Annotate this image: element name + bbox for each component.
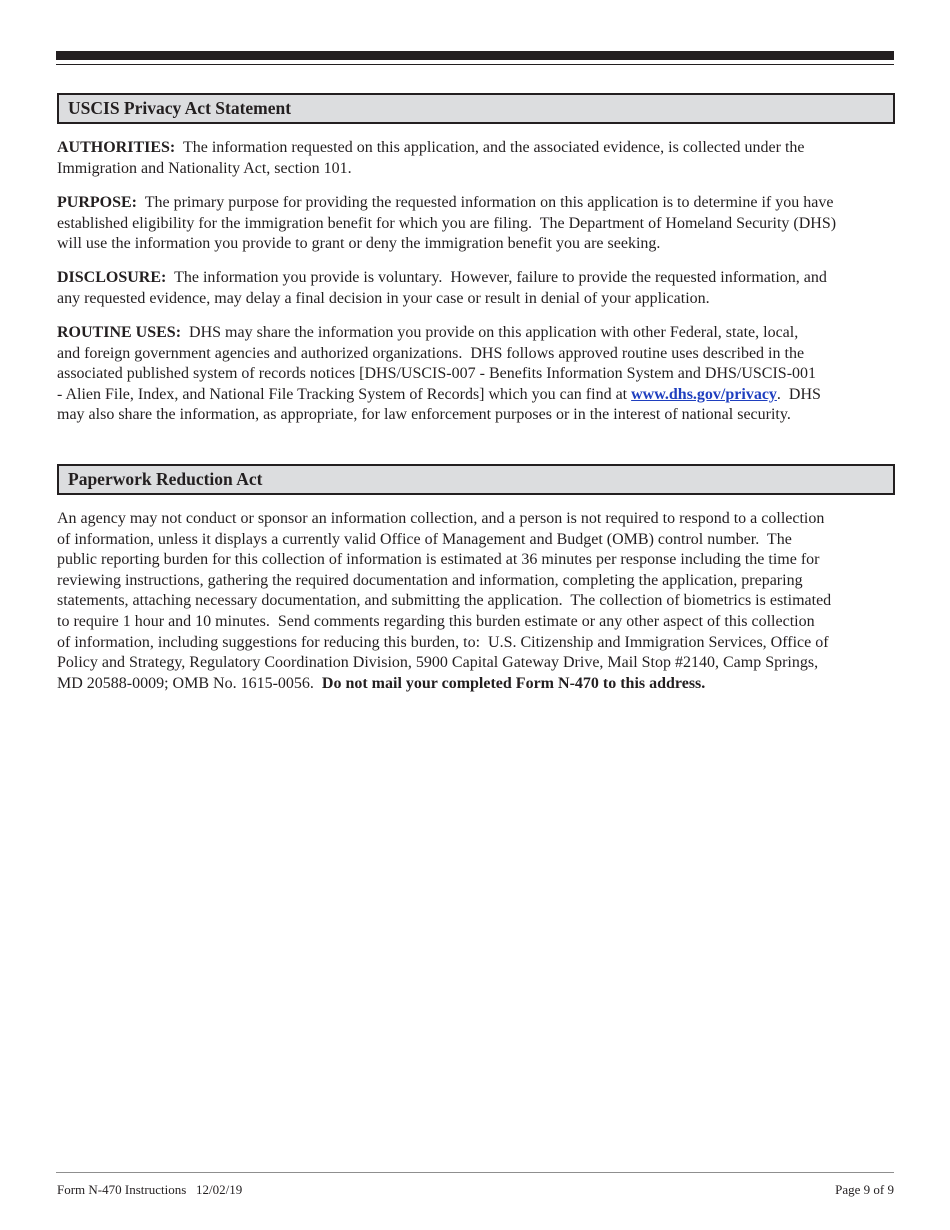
disclosure-text-line: The information you provide is voluntary. However, failure to provide the requested information, and [174, 269, 827, 286]
purpose-paragraph [57, 193, 893, 255]
header-rule-thin [56, 64, 894, 65]
paperwork-reduction-heading: Paperwork Reduction Act [57, 464, 895, 495]
paperwork-text-line: of information, including suggestions for reducing this burden, to: U.S. Citizenship and Immigration Services, Office of [57, 633, 829, 651]
paperwork-text-line: reviewing instructions, gathering the required documentation and information, completing the application, preparing [57, 571, 803, 589]
paperwork-mail-warning: Do not mail your completed Form N-470 to this address. [321, 674, 706, 692]
purpose-label: PURPOSE: [57, 194, 137, 211]
authorities-paragraph [57, 138, 893, 179]
routine-uses-text-line: DHS may share the information you provide on this application with other Federal, state, local, [189, 324, 799, 341]
purpose-text-line: established eligibility for the immigration benefit for which you are filing. The Department of Homeland Security (DHS) [57, 214, 837, 232]
purpose-text-line: will use the information you provide to grant or deny the immigration benefit you are seeking. [57, 235, 661, 253]
privacy-act-heading: USCIS Privacy Act Statement [57, 93, 895, 124]
authorities-text-line: The information requested on this application, and the associated evidence, is collected under the [182, 139, 805, 156]
disclosure-label: DISCLOSURE: [57, 269, 167, 286]
routine-uses-after-link: . DHS [776, 385, 821, 403]
header-rule-thick [56, 51, 894, 60]
routine-uses-text-line: and foreign government agencies and authorized organizations. DHS follows approved routine uses described in the [57, 344, 805, 362]
routine-uses-text-line: may also share the information, as appropriate, for law enforcement purposes or in the interest of national security. [57, 406, 791, 424]
disclosure-text-line: any requested evidence, may delay a final decision in your case or result in denial of your application. [57, 289, 710, 307]
footer-form-info [57, 1182, 242, 1198]
paperwork-text-line: MD 20588-0009; OMB No. 1615-0056. [57, 674, 314, 692]
dhs-privacy-link[interactable]: www.dhs.gov/privacy [631, 385, 777, 403]
authorities-label: AUTHORITIES: [57, 139, 176, 156]
paperwork-text-line: public reporting burden for this collection of information is estimated at 36 minutes per response including the time for [57, 551, 820, 569]
routine-uses-label: ROUTINE USES: [57, 324, 182, 341]
disclosure-paragraph [57, 268, 893, 309]
paperwork-paragraph [57, 509, 893, 694]
footer-page-number: Page 9 of 9 [835, 1182, 894, 1197]
paperwork-text-line: Policy and Strategy, Regulatory Coordination Division, 5900 Capital Gateway Drive, Mail Stop #2140, Camp Springs, [57, 654, 819, 672]
paperwork-text-line: to require 1 hour and 10 minutes. Send comments regarding this burden estimate or any other aspect of this collection [57, 612, 815, 630]
footer-form-name: Form N-470 Instructions [57, 1182, 187, 1197]
routine-uses-paragraph [57, 323, 893, 426]
paperwork-text-line: of information, unless it displays a currently valid Office of Management and Budget (OMB) control number. The [57, 530, 792, 548]
authorities-text-line: Immigration and Nationality Act, section 101. [57, 159, 352, 177]
purpose-text-line: The primary purpose for providing the requested information on this application is to determine if you have [144, 194, 834, 211]
routine-uses-text-line: - Alien File, Index, and National File Tracking System of Records] which you can find at [57, 385, 628, 403]
footer-edition-date: 12/02/19 [196, 1182, 243, 1197]
footer-rule [56, 1172, 894, 1173]
paperwork-text-line: statements, attaching necessary documentation, and submitting the application. The collection of biometrics is estimated [57, 592, 832, 610]
routine-uses-text-line: associated published system of records notices [DHS/USCIS-007 - Benefits Information System and DHS/USCIS-001 [57, 365, 817, 383]
paperwork-text-line: An agency may not conduct or sponsor an information collection, and a person is not required to respond to a collection [57, 510, 825, 527]
